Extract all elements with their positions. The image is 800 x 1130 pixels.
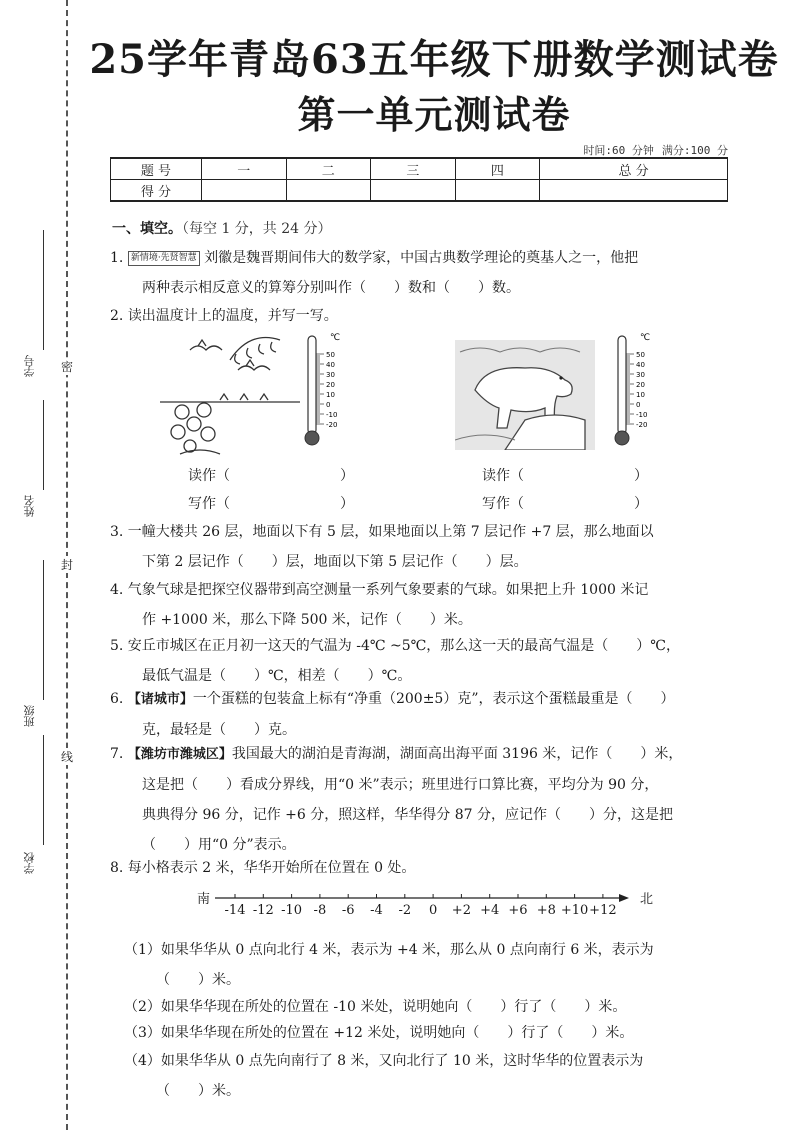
number-line-tick-label: -6 — [341, 903, 355, 918]
question-7 — [110, 739, 740, 860]
score-table — [110, 157, 728, 202]
thermometer-scale-label: 30 — [326, 371, 335, 379]
thermometer-scale-label: 0 — [636, 401, 641, 409]
question-8-sub-4-line-2: （ ）米。 — [156, 1083, 240, 1099]
question-6-number: 6. — [110, 691, 124, 707]
number-line-tick-label: -2 — [398, 903, 412, 918]
question-3-line-1: 3. 一幢大楼共 26 层，地面以下有 5 层，如果地面以上第 7 层记作 +7 层，那么地面以 — [110, 524, 654, 540]
question-5-line-2: 最低气温是（ ）℃，相差（ ）℃。 — [142, 668, 412, 684]
page-subtitle: 第一单元测试卷 — [297, 92, 571, 137]
score-header-cell: 题 号 — [111, 158, 202, 180]
number-line-tick-label: 0 — [428, 903, 438, 918]
number-line-tick-label: +10 — [560, 903, 589, 918]
score-header-cell: 总 分 — [540, 158, 728, 180]
question-5-line-1: 5. 安丘市城区在正月初一这天的气温为 -4℃ ~5℃，那么这一天的最高气温是（ ）℃， — [110, 638, 680, 654]
thermometer-scale-label: 30 — [636, 371, 645, 379]
question-3-line-2: 下第 2 层记作（ ）层，地面以下第 5 层记作（ ）层。 — [142, 554, 528, 570]
thermometer-scale-label: 10 — [636, 391, 645, 399]
score-cell[interactable] — [202, 180, 287, 202]
question-8-sub-1 — [124, 935, 744, 995]
thermometer-bulb — [615, 431, 629, 445]
question-8-sub-1-line-2: （ ）米。 — [156, 972, 240, 988]
right-write-prompt — [482, 493, 648, 513]
number-line-tick-label: -8 — [313, 903, 327, 918]
question-1-tag: 新情境·先贤智慧 — [128, 251, 200, 266]
section-1-note: （每空 1 分，共 24 分） — [182, 221, 332, 237]
polar-bear-illustration — [455, 340, 595, 450]
thermometer-scale-label: 50 — [326, 351, 335, 359]
thermometer-unit-label: ℃ — [330, 333, 341, 343]
side-label-student-id: 学号 — [23, 355, 36, 377]
question-1 — [110, 243, 740, 303]
question-6 — [110, 684, 740, 745]
thermometer-scale-label: -10 — [326, 411, 338, 419]
question-8-sub-2: （2）如果华华现在所处的位置在 -10 米处，说明她向（ ）行了（ ）米。 — [124, 999, 627, 1015]
score-cell[interactable] — [540, 180, 728, 202]
question-8 — [110, 853, 740, 883]
number-line-tick-label: -4 — [370, 903, 383, 918]
thermometer-right — [610, 330, 660, 450]
right-read-prompt — [482, 465, 648, 485]
thermometer-scale-label: 40 — [636, 361, 645, 369]
question-4-line-2: 作 +1000 米，那么下降 500 米，记作（ ）米。 — [142, 612, 472, 628]
question-1-line-2: 两种表示相反意义的算筹分别叫作（ ）数和（ ）数。 — [142, 280, 520, 296]
exam-timing — [583, 142, 728, 158]
question-7-line-1: 我国最大的湖泊是青海湖，湖面高出海平面 3196 米，记作（ ）米， — [231, 746, 683, 762]
question-5 — [110, 631, 740, 691]
number-line-tick-label: +4 — [480, 903, 500, 918]
question-8-sub-4-line-1: （4）如果华华从 0 点先向南行了 8 米，又向北行了 10 米，这时华华的位置表示为 — [124, 1053, 644, 1069]
question-6-line-2: 克，最轻是（ ）克。 — [142, 722, 296, 738]
side-label-class: 班级 — [23, 705, 36, 727]
left-read-prompt — [188, 465, 354, 485]
question-8-sub-3: （3）如果华华现在所处的位置在 +12 米处，说明她向（ ）行了（ ）米。 — [124, 1025, 634, 1041]
numline-south-label: 南 — [197, 892, 211, 907]
number-line-tick-label: +8 — [536, 903, 556, 918]
thermometer-scale-label: -20 — [636, 421, 648, 429]
thermometer-scale-label: 20 — [326, 381, 335, 389]
right-write-label: 写作（ — [482, 496, 524, 512]
thermometer-scale-label: 20 — [636, 381, 645, 389]
number-line-tick-label: +12 — [589, 903, 617, 918]
thermometer-tube — [618, 336, 626, 434]
question-8-sub-4 — [124, 1046, 744, 1106]
left-write-label: 写作（ — [188, 496, 230, 512]
number-line-tick-label: -12 — [252, 903, 274, 918]
score-cell[interactable] — [371, 180, 456, 202]
side-label-name: 姓名 — [23, 495, 36, 517]
number-line-tick-label: -10 — [281, 903, 303, 918]
section-1-title: 一、填空。 — [112, 221, 182, 237]
score-row-label: 得 分 — [111, 180, 202, 202]
question-8-sub-1-line-1: （1）如果华华从 0 点向北行 4 米，表示为 +4 米，那么从 0 点向南行 6 米，表示为 — [124, 942, 654, 958]
thermometer-tube — [308, 336, 316, 434]
side-line-school — [43, 735, 44, 845]
question-6-tag: 【诸城市】 — [127, 692, 193, 707]
thermometer-unit-label: ℃ — [640, 333, 651, 343]
side-label-school: 学校 — [23, 852, 36, 874]
question-1-line-1: 刘徽是魏晋期间伟大的数学家，中国古典数学理论的奠基人之一，他把 — [204, 250, 639, 266]
side-line-name — [43, 400, 44, 490]
side-line-student-id — [43, 230, 44, 350]
score-header-cell: 四 — [455, 158, 540, 180]
question-4 — [110, 575, 740, 635]
question-3 — [110, 517, 740, 577]
thermometer-bulb — [305, 431, 319, 445]
seal-char-xian: 线 — [60, 750, 73, 764]
score-cell[interactable] — [286, 180, 371, 202]
left-write-close: ） — [340, 496, 354, 512]
number-line-tick-label: +2 — [451, 903, 471, 918]
left-write-prompt — [188, 493, 354, 513]
question-7-line-3: 典典得分 96 分，记作 +6 分，照这样，华华得分 87 分，应记作（ ）分，这是把 — [142, 807, 673, 823]
question-2-number: 2. — [110, 308, 124, 324]
right-read-label: 读作（ — [482, 468, 524, 484]
birds-flowers-illustration — [160, 330, 300, 460]
score-table-header-row — [111, 158, 728, 180]
question-4-line-1: 4. 气象气球是把探空仪器带到高空测量一系列气象要素的气球。如果把上升 1000 米记 — [110, 582, 649, 598]
question-7-line-2: 这是把（ ）看成分界线，用“0 米”表示；班里进行口算比赛，平均分为 90 分， — [142, 777, 659, 793]
page-title: 25学年青岛63五年级下册数学测试卷 — [89, 36, 779, 83]
score-cell[interactable] — [455, 180, 540, 202]
thermometer-scale-label: -10 — [636, 411, 648, 419]
thermometer-scale-label: 10 — [326, 391, 335, 399]
number-line-tick-label: +6 — [508, 903, 528, 918]
section-1-heading — [112, 218, 332, 238]
exam-full-score: 满分:100 分 — [661, 144, 728, 157]
thermometer-scale-label: 50 — [636, 351, 645, 359]
exam-time: 时间:60 分钟 — [583, 144, 654, 157]
score-header-cell: 一 — [202, 158, 287, 180]
thermometer-left — [300, 330, 350, 450]
score-table-score-row — [111, 180, 728, 202]
question-7-number: 7. — [110, 746, 124, 762]
thermometer-scale-label: 0 — [326, 401, 331, 409]
question-2-text: 读出温度计上的温度，并写一写。 — [127, 308, 338, 324]
question-7-line-4: （ ）用“0 分”表示。 — [142, 837, 296, 853]
side-line-class — [43, 560, 44, 700]
question-2 — [110, 301, 740, 331]
question-1-number: 1. — [110, 250, 124, 266]
numline-north-label: 北 — [640, 892, 654, 907]
seal-char-mi: 密 — [60, 360, 73, 374]
left-read-label: 读作（ — [188, 468, 230, 484]
score-header-cell: 二 — [286, 158, 371, 180]
number-line-arrow — [619, 894, 629, 902]
question-8-text: 8. 每小格表示 2 米，华华开始所在位置在 0 处。 — [110, 860, 416, 876]
right-read-close: ） — [634, 468, 648, 484]
number-line-tick-label: -14 — [224, 903, 246, 918]
right-write-close: ） — [634, 496, 648, 512]
left-read-close: ） — [340, 468, 354, 484]
question-7-tag: 【潍坊市潍城区】 — [127, 747, 232, 762]
thermometer-scale-label: 40 — [326, 361, 335, 369]
seal-char-feng: 封 — [60, 558, 73, 572]
thermometer-scale-label: -20 — [326, 421, 338, 429]
question-6-line-1: 一个蛋糕的包装盒上标有“净重（200±5）克”，表示这个蛋糕最重是（ ） — [192, 691, 675, 707]
score-header-cell: 三 — [371, 158, 456, 180]
